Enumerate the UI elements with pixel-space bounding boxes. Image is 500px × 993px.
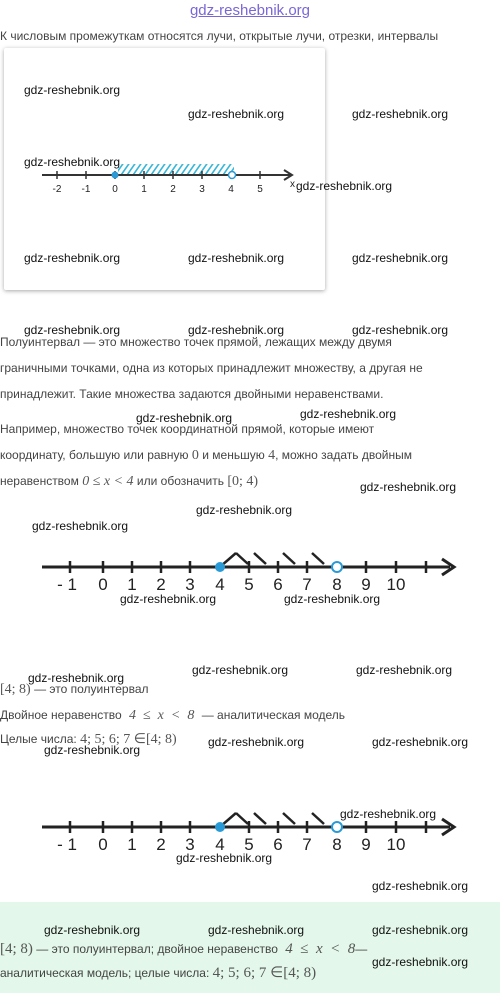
example-line-2: координату, большую или равную 0 и меньшую 4, можно задать двойным [0,448,412,463]
watermark: gdz-reshebnik.org [340,807,437,821]
open-point [332,562,342,572]
tick-label: 6 [273,575,283,594]
watermark: gdz-reshebnik.org [356,663,453,677]
watermark: gdz-reshebnik.org [196,503,293,517]
tick-label: 9 [361,575,371,594]
watermark: gdz-reshebnik.org [120,592,217,606]
solution-line-2: Двойное неравенство 4 ≤ x < 8 — аналитическая модель [0,708,346,723]
definition-line-2: граничными точками, одна из которых принадлежит множеству, а другая не [0,361,423,375]
tick-label: 2 [156,575,166,594]
closed-point [215,562,225,572]
tick-label: 0 [98,575,108,594]
tick-label: 3 [199,184,205,195]
watermark: gdz-reshebnik.org [300,407,397,421]
watermark: gdz-reshebnik.org [28,671,125,685]
intro-text: К числовым промежуткам относятся лучи, открытые лучи, отрезки, интервалы [0,29,439,43]
watermark: gdz-reshebnik.org [208,923,305,937]
watermark: gdz-reshebnik.org [296,179,393,193]
tick-label: 1 [127,575,137,594]
tick-label: - 1 [57,575,77,594]
watermark: gdz-reshebnik.org [188,107,285,121]
tick-label: -1 [81,184,91,195]
axis-variable: x [290,179,295,190]
definition-line-3: принадлежит. Такие множества задаются двойными неравенствами. [0,387,384,401]
closed-point [112,172,119,179]
watermark: gdz-reshebnik.org [136,411,233,425]
tick-label: 0 [112,184,118,195]
tick-label: 2 [156,835,166,854]
watermark: gdz-reshebnik.org [372,735,469,749]
hatch-region [118,164,234,174]
example-line-1: Например, множество точек координатной прямой, которые имеют [0,422,375,436]
watermark: gdz-reshebnik.org [372,955,469,969]
number-line-1 [0,546,500,596]
tick-label: 8 [332,835,342,854]
tick-label: 10 [386,835,406,854]
watermark: gdz-reshebnik.org [192,663,289,677]
watermark: gdz-reshebnik.org [188,251,285,265]
tick-label: 4 [215,575,225,594]
answer-line-1: [4; 8) — это полуинтервал; двойное неравенство 4 ≤ x < 8— [0,941,368,957]
tick-label: 0 [98,835,108,854]
tick-label: - 1 [57,835,77,854]
hatch-marks [221,553,324,566]
watermark: gdz-reshebnik.org [44,923,141,937]
watermark: gdz-reshebnik.org [360,480,457,494]
watermark: gdz-reshebnik.org [372,923,469,937]
tick-label: 6 [273,835,283,854]
watermark: gdz-reshebnik.org [32,519,129,533]
watermark: gdz-reshebnik.org [188,323,285,337]
tick-label: 10 [386,575,406,594]
closed-point [215,822,225,832]
tick-label: 7 [302,575,312,594]
watermark: gdz-reshebnik.org [24,323,121,337]
tick-label: 5 [244,575,254,594]
tick-label: -2 [52,184,62,195]
open-point [229,172,236,179]
tick-label: 1 [141,184,147,195]
site-title-link[interactable]: gdz-reshebnik.org [189,2,311,19]
tick-label: 4 [228,184,234,195]
watermark: gdz-reshebnik.org [24,155,121,169]
tick-label: 3 [185,835,195,854]
tick-label: 2 [170,184,176,195]
watermark: gdz-reshebnik.org [24,251,121,265]
solution-line-1: [4; 8) — это полуинтервал [0,682,149,697]
tick-label: 8 [332,575,342,594]
watermark: gdz-reshebnik.org [352,107,449,121]
watermark: gdz-reshebnik.org [372,879,469,893]
tick-label: 4 [215,835,225,854]
tick-label: 5 [244,835,254,854]
tick-label: 7 [302,835,312,854]
watermark: gdz-reshebnik.org [352,323,449,337]
watermark: gdz-reshebnik.org [176,851,273,865]
tick-label: 3 [185,575,195,594]
watermark: gdz-reshebnik.org [352,251,449,265]
example-line-3: неравенством 0 ≤ x < 4 или обозначить [0; 4) [0,474,259,489]
definition-line-1: Полуинтервал — это множество точек прямой, лежащих между двумя [0,335,392,349]
watermark: gdz-reshebnik.org [44,743,141,757]
watermark: gdz-reshebnik.org [24,83,121,97]
tick-label: 5 [257,184,263,195]
tick-label: 1 [127,835,137,854]
watermark: gdz-reshebnik.org [208,735,305,749]
open-point [332,822,342,832]
hatch-marks [221,813,324,826]
tick-label: 9 [361,835,371,854]
solution-line-3: Целые числа: 4; 5; 6; 7 ∈[4; 8) [0,732,177,747]
watermark: gdz-reshebnik.org [284,592,381,606]
answer-line-2: аналитическая модель; целые числа: 4; 5; 6; 7 ∈[4; 8) [0,965,317,981]
